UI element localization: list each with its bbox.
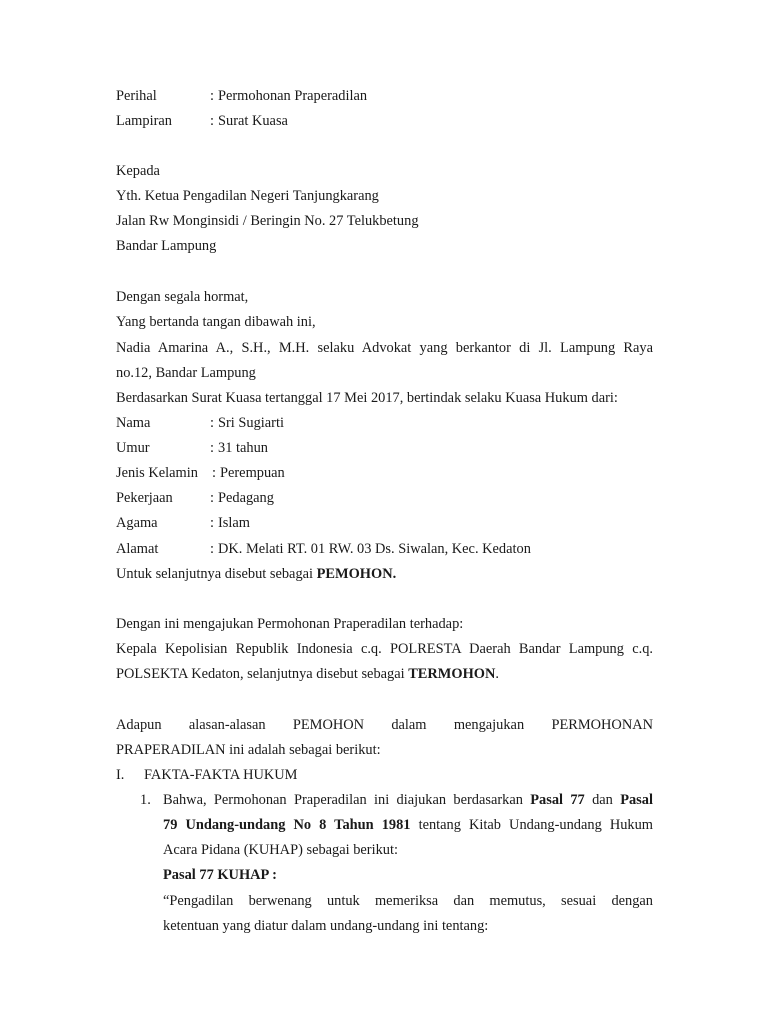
client-field-umur [116, 438, 268, 458]
item-line-3: Acara Pidana (KUHAP) sebagai berikut: [163, 842, 398, 858]
field-value: 31 tahun [218, 440, 268, 456]
list-item-number: 1. [140, 792, 151, 808]
section-numeral: I. [116, 767, 125, 783]
field-label: Umur [116, 440, 150, 456]
kepada: Kepada [116, 163, 160, 179]
field-value: Perempuan [220, 465, 285, 481]
recipient-address: Jalan Rw Monginsidi / Beringin No. 27 Telukbetung [116, 213, 419, 229]
respondent-intro: Dengan ini mengajukan Permohonan Praperadilan terhadap: [116, 616, 464, 632]
field-label: Jenis Kelamin [116, 465, 198, 481]
item-line-1 [163, 790, 653, 810]
lampiran-row [116, 111, 288, 131]
colon: : [212, 465, 216, 481]
pasal-bold: Pasal [620, 792, 653, 808]
client-field-nama [116, 413, 284, 433]
pasal-77-bold: Pasal 77 [530, 792, 585, 808]
item-text: dan [584, 792, 621, 808]
respondent-line-1: Kepala Kepolisian Republik Indonesia c.q. POLRESTA Daerah Bandar Lampung c.q. [116, 641, 653, 657]
respondent-period: . [495, 666, 499, 682]
colon: : [210, 415, 214, 431]
pasal-heading [163, 865, 277, 885]
field-label: Agama [116, 515, 158, 531]
respondent-line-2 [116, 664, 499, 684]
designation-text: Untuk selanjutnya disebut sebagai [116, 566, 317, 582]
colon: : [210, 515, 214, 531]
respondent-text: POLSEKTA Kedaton, selanjutnya disebut sebagai [116, 666, 409, 682]
reasons-line-1: Adapun alasan-alasan PEMOHON dalam mengajukan PERMOHONAN [116, 717, 653, 733]
uu-bold: 79 Undang-undang No 8 Tahun 1981 [163, 817, 411, 833]
client-field-alamat [116, 539, 531, 559]
reasons-line-2: PRAPERADILAN ini adalah sebagai berikut: [116, 742, 381, 758]
perihal-value: Permohonan Praperadilan [218, 88, 368, 104]
client-field-agama [116, 513, 250, 533]
pemohon-designation [116, 564, 396, 584]
item-text: Bahwa, Permohonan Praperadilan ini diajukan berdasarkan [163, 792, 531, 808]
field-value: Sri Sugiarti [218, 415, 284, 431]
item-text: tentang Kitab Undang-undang Hukum [410, 817, 654, 833]
colon: : [210, 113, 214, 129]
field-value: DK. Melati RT. 01 RW. 03 Ds. Siwalan, Kec. Kedaton [218, 541, 531, 557]
termohon-bold: TERMOHON [408, 666, 496, 682]
recipient-title: Yth. Ketua Pengadilan Negeri Tanjungkarang [116, 188, 379, 204]
signatory-intro: Yang bertanda tangan dibawah ini, [116, 314, 316, 330]
section-title: FAKTA-FAKTA HUKUM [144, 767, 298, 783]
colon: : [210, 490, 214, 506]
item-line-2 [163, 815, 653, 835]
perihal-label: Perihal [116, 88, 157, 104]
advocate-line-1: Nadia Amarina A., S.H., M.H. selaku Advokat yang berkantor di Jl. Lampung Raya [116, 340, 653, 356]
recipient-city: Bandar Lampung [116, 238, 217, 254]
advocate-line-2: no.12, Bandar Lampung [116, 365, 256, 381]
colon: : [210, 541, 214, 557]
designation-bold: PEMOHON. [316, 566, 397, 582]
field-value: Islam [218, 515, 250, 531]
client-field-jenis-kelamin [116, 463, 285, 483]
pasal-heading-bold: Pasal 77 KUHAP : [163, 867, 277, 883]
quote-line-1: “Pengadilan berwenang untuk memeriksa dan memutus, sesuai dengan [163, 893, 653, 909]
lampiran-value: Surat Kuasa [218, 113, 288, 129]
section-heading [0, 765, 768, 785]
client-field-pekerjaan [116, 488, 274, 508]
field-label: Pekerjaan [116, 490, 173, 506]
field-label: Alamat [116, 541, 159, 557]
lampiran-label: Lampiran [116, 113, 172, 129]
field-value: Pedagang [218, 490, 274, 506]
colon: : [210, 440, 214, 456]
quote-line-2: ketentuan yang diatur dalam undang-undang ini tentang: [163, 918, 489, 934]
perihal-row [116, 86, 367, 106]
greeting: Dengan segala hormat, [116, 289, 249, 305]
field-label: Nama [116, 415, 151, 431]
colon: : [210, 88, 214, 104]
power-of-attorney: Berdasarkan Surat Kuasa tertanggal 17 Mei 2017, bertindak selaku Kuasa Hukum dari: [116, 390, 618, 406]
